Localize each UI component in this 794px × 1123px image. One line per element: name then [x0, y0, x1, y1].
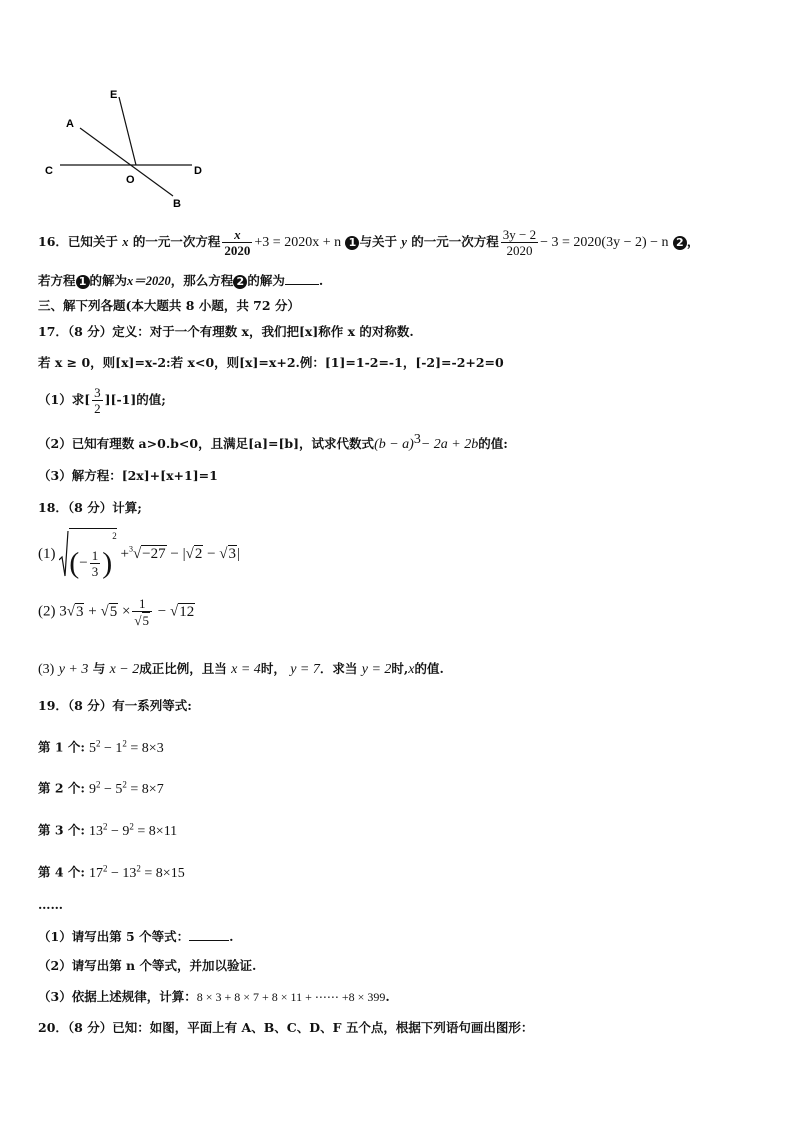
q19-b2: 13 [122, 865, 137, 881]
q16-solution: x＝2020 [127, 274, 171, 288]
q18-title: 18．（8 分）计算; [38, 500, 142, 515]
q18-p3-k: x [408, 662, 415, 677]
q17-p2-exp: 3 [413, 432, 421, 447]
q19-b1: 13 [89, 823, 103, 839]
q16-text-c: 与关于 [359, 234, 397, 249]
q18-part3 [38, 661, 444, 678]
q17-p1-b: ][-1]的值; [104, 392, 166, 407]
q18-part1: (1) (− $\frac{1}{3}$ )$^2$ +$^3$√−27 − |√2 − √3| [38, 528, 240, 581]
q18-p2-root3: 3 [75, 604, 84, 620]
q16-l2-c: ，那么方程 [170, 273, 234, 288]
q19-title: 19．（8 分）有一系列等式: [38, 698, 192, 713]
q17-p1-a: （1）求[ [38, 392, 91, 407]
q19-rhs: = 8×3 [130, 740, 164, 756]
q18-p2-root12: 12 [179, 604, 195, 620]
q20-text: 20．（8 分）已知：如图，平面上有 A、B、C、D、F 五个点，根据下列语句画出图形： [38, 1020, 534, 1035]
q18-p3-f: 时， [260, 661, 286, 676]
q16-frac1-den: 2020 [224, 243, 251, 258]
q19-b2: 5 [115, 781, 123, 797]
label-d: D [194, 165, 202, 177]
q18-p1-label: (1) [38, 545, 56, 562]
q18-p1-den: 3 [91, 564, 99, 580]
q18-p3-h: ．求当 [319, 661, 358, 676]
q18-p2-label: (2) [38, 603, 56, 620]
circled-two: 2 [673, 236, 687, 250]
q19-row-label: 第 4 个: [38, 864, 86, 880]
q18-cbrt-index: 3 [128, 544, 133, 554]
q16-var-y: y [401, 235, 407, 249]
q18-p3-e: x = 4 [231, 662, 261, 677]
q19-row-eq: $17^2 - 13^2 = 8\times 15$ [89, 863, 185, 881]
q16-frac1-num: x [222, 227, 252, 243]
q19-rhs: = 8×7 [130, 781, 164, 797]
q19-rhs: = 8×15 [144, 865, 185, 881]
q19-row-eq: $5^2 - 1^2 = 8\times 3$ [89, 738, 164, 756]
q18-p3-label: (3) [38, 662, 55, 677]
q17-p1-fraction [92, 385, 103, 416]
q18-p2-root5: 5 [109, 604, 118, 620]
q19-p3-b: . [385, 989, 390, 1004]
circled-one: 1 [345, 236, 359, 250]
q17-part3: （3）解方程：[2x]+[x+1]=1 [38, 468, 218, 483]
q19-b2: 1 [115, 740, 123, 756]
section-heading: 三、解下列各题(本大题共 8 小题，共 72 分） [38, 298, 300, 313]
q17-part1 [38, 385, 166, 416]
q19-b1: 9 [89, 781, 96, 797]
q18-p1-num: 1 [91, 548, 99, 564]
q17-p1-den: 2 [94, 401, 101, 416]
q19-rhs: = 8×11 [137, 823, 178, 839]
q18-p1-root2: 2 [194, 546, 203, 563]
q18-p3-b: 与 [92, 661, 106, 676]
q18-p3-l: 的值. [414, 661, 444, 676]
q17-p2-rest: − 2a + 2b [420, 437, 479, 453]
q19-p1-b: . [229, 929, 234, 944]
q18-p3-d: 成正比例，且当 [139, 661, 227, 676]
sqrt-icon [59, 530, 69, 578]
q16-eq2: − 3 = 2020(3y − 2) − n [540, 235, 669, 250]
circled-two: 2 [233, 275, 247, 289]
q19-row-eq: $9^2 - 5^2 = 8\times 7$ [89, 779, 164, 797]
q17-part2 [38, 432, 508, 453]
q16-var-x: x [122, 235, 129, 249]
q19-b1: 5 [89, 740, 96, 756]
q19-row [38, 735, 164, 757]
answer-blank[interactable] [189, 928, 229, 941]
q16-comma: ， [686, 234, 700, 249]
q16-text-a: 已知关于 [67, 234, 118, 249]
q18-p1-minus: − [79, 555, 88, 572]
q19-row [38, 860, 185, 882]
q16-l2-a: 若方程 [38, 273, 76, 288]
q16-text-d: 的一元一次方程 [411, 234, 499, 249]
q16-line1 [38, 227, 699, 258]
q17-p2-b: 的值: [478, 436, 508, 452]
angle-figure [40, 85, 220, 215]
answer-blank[interactable] [285, 272, 319, 285]
q16-l2-b: 的解为 [89, 273, 128, 288]
q18-p2-coef: 3 [59, 603, 67, 620]
q18-p3-j: 时, [391, 661, 409, 676]
q17-rule: 若 x ≥ 0，则[x]=x-2:若 x<0，则[x]=x+2.例：[1]=1-2=-1，[-2]=-2+2=0 [38, 355, 504, 370]
q18-p3-i: y = 2 [361, 662, 392, 677]
q16-number: 16． [38, 234, 68, 249]
q18-p3-g: y = 7 [290, 662, 320, 677]
q19-row [38, 776, 164, 798]
q18-p3-c: x − 2 [109, 662, 140, 677]
ray-oe [119, 97, 136, 165]
q16-text-b: 的一元一次方程 [132, 234, 221, 249]
q16-line2 [38, 272, 323, 289]
q16-l2-d: 的解为 [247, 273, 285, 288]
q19-part2: （2）请写出第 n 个等式，并加以验证. [38, 958, 257, 973]
q16-l2-end: . [318, 273, 324, 288]
label-c: C [45, 165, 53, 177]
q17-title: 17．（8 分）定义：对于一个有理数 x，我们把[x]称作 x 的对称数. [38, 324, 414, 339]
q18-p1-fraction [90, 548, 101, 579]
label-o: O [126, 174, 135, 186]
q19-row-eq: $13^2 - 9^2 = 8\times 11$ [89, 821, 178, 839]
q19-row-label: 第 1 个: [38, 739, 86, 755]
q18-p2-fraction: $\frac{1}{√5}$ [132, 596, 152, 628]
q16-frac2-num: 3y − 2 [502, 227, 537, 242]
q16-frac2-den: 2020 [506, 243, 533, 258]
q19-row [38, 818, 177, 840]
q18-part2: (2) 3√3 + √5 × $\frac{1}{√5}$ − √12 [38, 596, 195, 628]
label-a: A [66, 118, 74, 130]
q18-p1-exp: 2 [112, 531, 117, 541]
q19-p3-a: （3）依据上述规律，计算： [38, 989, 197, 1004]
q18-p2-den: 5 [142, 613, 150, 628]
q19-ellipsis: …… [38, 897, 63, 912]
q16-fraction-2 [501, 227, 538, 258]
label-e: E [110, 89, 118, 101]
q18-p1-root3: 3 [228, 546, 237, 563]
q19-p1-a: （1）请写出第 5 个等式： [38, 929, 190, 944]
q19-p3-expr: 8 × 3 + 8 × 7 + 8 × 11 + ⋯⋯ +8 × 399 [196, 990, 386, 1004]
q17-p2-a: （2）已知有理数 a>0.b<0，且满足[a]=[b]，试求代数式 [38, 436, 375, 452]
q19-part3 [38, 989, 390, 1005]
q19-row-label: 第 2 个: [38, 780, 86, 796]
q16-fraction-1 [222, 227, 252, 258]
q18-cbrt-arg: −27 [142, 546, 166, 563]
q19-b1: 17 [89, 865, 103, 881]
q19-part1 [38, 928, 233, 945]
q19-row-label: 第 3 个: [38, 822, 86, 838]
q19-b2: 9 [122, 823, 130, 839]
q16-eq1: +3 = 2020x + n [254, 235, 342, 250]
label-b: B [173, 198, 181, 210]
circled-one: 1 [76, 275, 90, 289]
q17-p1-num: 3 [94, 385, 101, 400]
q18-p2-num: 1 [132, 596, 152, 612]
q17-p2-expr: (b − a) [374, 437, 414, 453]
q18-p3-a: y + 3 [58, 662, 89, 677]
